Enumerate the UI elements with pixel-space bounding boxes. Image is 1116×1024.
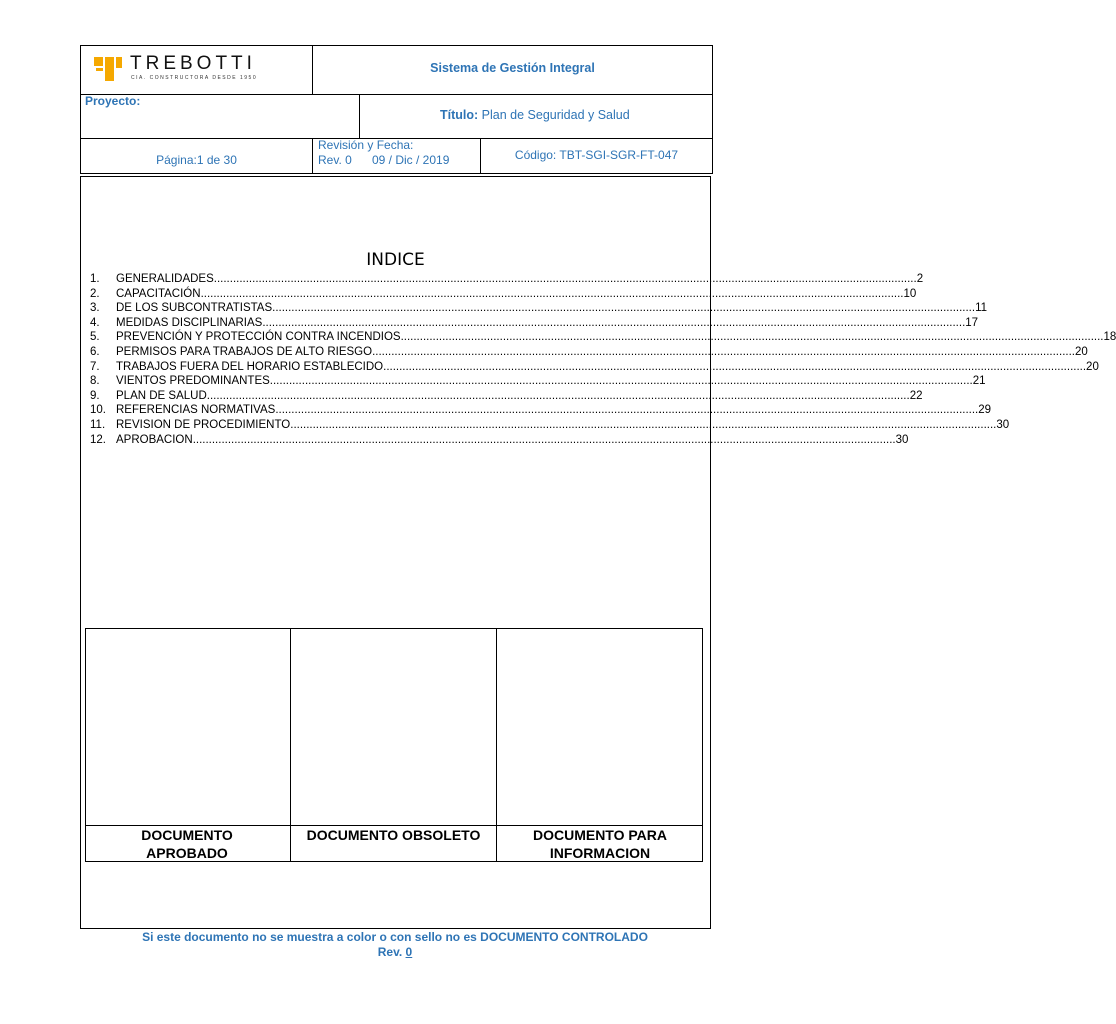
toc-item-label: VIENTOS PREDOMINANTES	[116, 375, 270, 388]
toc-item-number: 3.	[90, 302, 100, 315]
toc-item-page: 20	[1074, 345, 1088, 358]
logo-name: TREBOTTI	[130, 53, 256, 74]
revision-label: Revisión y Fecha:	[318, 138, 414, 152]
toc-item[interactable]	[90, 330, 1116, 345]
toc-item-label: REVISION DE PROCEDIMIENTO.	[116, 418, 294, 431]
toc-item[interactable]	[90, 403, 992, 418]
toc-item-page: 30	[895, 433, 909, 446]
toc-item[interactable]	[90, 389, 923, 404]
toc-leader-dots: ............................................................................................................................................................................................................................	[200, 287, 904, 300]
toc-item-label: PLAN DE SALUD	[116, 389, 207, 402]
toc-item[interactable]	[90, 287, 917, 302]
index-title: INDICE	[366, 250, 425, 270]
toc-item-label: REFERENCIAS NORMATIVAS	[116, 404, 276, 417]
toc-item-label: GENERALIDADES	[116, 273, 214, 285]
logo-mark-icon	[94, 55, 124, 83]
toc-item[interactable]	[90, 418, 1010, 433]
toc-item-number: 9.	[90, 389, 100, 402]
toc-item-number: 10.	[90, 404, 106, 417]
toc-item-label: PREVENCIÓN Y PROTECCIÓN CONTRA INCENDIOS	[116, 331, 401, 344]
toc-item[interactable]	[90, 374, 986, 389]
document-title	[440, 108, 630, 122]
page-number: Página:1 de 30	[156, 153, 237, 167]
toc-item-page: 22	[909, 389, 923, 402]
toc-leader-dots: ............................................................................................................................................................................................................................	[192, 433, 896, 446]
toc-leader-dots: ............................................................................................................................................................................................................................	[383, 360, 1087, 373]
toc-leader-dots: ............................................................................................................................................................................................................................	[275, 404, 979, 417]
toc-item-number: 8.	[90, 375, 100, 388]
toc-item[interactable]	[90, 360, 1099, 375]
company-logo	[94, 55, 294, 85]
toc-item-number: 5.	[90, 331, 100, 344]
title-label: Título:	[440, 108, 479, 122]
toc-leader-dots: ............................................................................................................................................................................................................................	[400, 331, 1104, 344]
toc-item-page: 29	[978, 404, 992, 417]
toc-item-page: 2	[916, 273, 924, 285]
revision-date: 09 / Dic / 2019	[372, 153, 450, 167]
toc-item-label: TRABAJOS FUERA DEL HORARIO ESTABLECIDO	[116, 360, 384, 373]
toc-item-page: 18	[1103, 331, 1116, 344]
toc-item[interactable]	[90, 433, 909, 448]
toc-item-label: CAPACITACIÓN	[116, 287, 201, 300]
toc-leader-dots: ............................................................................................................................................................................................................................	[262, 316, 966, 329]
toc-item-label: MEDIDAS DISCIPLINARIAS	[116, 316, 263, 329]
toc-leader-dots: ............................................................................................................................................................................................................................	[213, 273, 917, 285]
toc-leader-dots: ............................................................................................................................................................................................................................	[272, 302, 976, 315]
toc-item-page: 20	[1086, 360, 1099, 373]
toc-item[interactable]	[90, 345, 1088, 360]
toc-item-number: 11.	[90, 418, 106, 431]
toc-item-number: 6.	[90, 345, 100, 358]
title-value: Plan de Seguridad y Salud	[481, 108, 630, 122]
document-code: Código: TBT-SGI-SGR-FT-047	[514, 148, 679, 162]
toc-item[interactable]	[90, 301, 988, 316]
footer-revision	[60, 945, 730, 960]
toc-item-number: 7.	[90, 360, 100, 373]
footer-rev-prefix: Rev.	[377, 945, 406, 959]
stamp-label-approved: DOCUMENTO APROBADO	[141, 827, 233, 861]
toc-item-label: APROBACION	[116, 433, 193, 446]
stamp-label-obsolete: DOCUMENTO OBSOLETO	[306, 827, 481, 843]
toc-item[interactable]	[90, 316, 979, 331]
control-notice: Si este documento no se muestra a color o con sello no es DOCUMENTO CONTROLADO	[142, 930, 648, 944]
toc-item-page: 11	[975, 302, 988, 315]
toc-item-page: 17	[965, 316, 979, 329]
toc-item-label: DE LOS SUBCONTRATISTAS	[116, 302, 273, 315]
toc-item-label: PERMISOS PARA TRABAJOS DE ALTO RIESGO	[116, 345, 373, 358]
toc-leader-dots: ............................................................................................................................................................................................................................	[206, 389, 910, 402]
table-of-contents	[90, 272, 1116, 447]
footer-rev-number: 0	[405, 945, 413, 959]
toc-item-number: 2.	[90, 287, 100, 300]
logo-tagline: CIA. CONSTRUCTORA DESDE 1950	[131, 75, 258, 81]
stamp-label-info: DOCUMENTO PARA INFORMACION	[532, 827, 668, 861]
toc-item-number: 12.	[90, 433, 106, 446]
stamp-area-approved	[86, 629, 290, 825]
toc-item-number: 1.	[90, 273, 100, 285]
toc-item-number: 4.	[90, 316, 100, 329]
revision-value: Rev. 0	[318, 153, 352, 167]
toc-leader-dots: ............................................................................................................................................................................................................................	[372, 345, 1075, 358]
toc-item[interactable]	[90, 272, 924, 287]
stamp-area-info	[497, 629, 702, 825]
toc-item-page: 10	[903, 287, 917, 300]
toc-leader-dots: ............................................................................................................................................................................................................................	[269, 375, 973, 388]
project-label: Proyecto:	[85, 94, 141, 108]
toc-item-page: 21	[972, 375, 986, 388]
toc-leader-dots: ............................................................................................................................................................................................................................	[293, 418, 997, 431]
system-title: Sistema de Gestión Integral	[430, 61, 595, 75]
stamp-area-obsolete	[291, 629, 496, 825]
toc-item-page: 30	[996, 418, 1010, 431]
